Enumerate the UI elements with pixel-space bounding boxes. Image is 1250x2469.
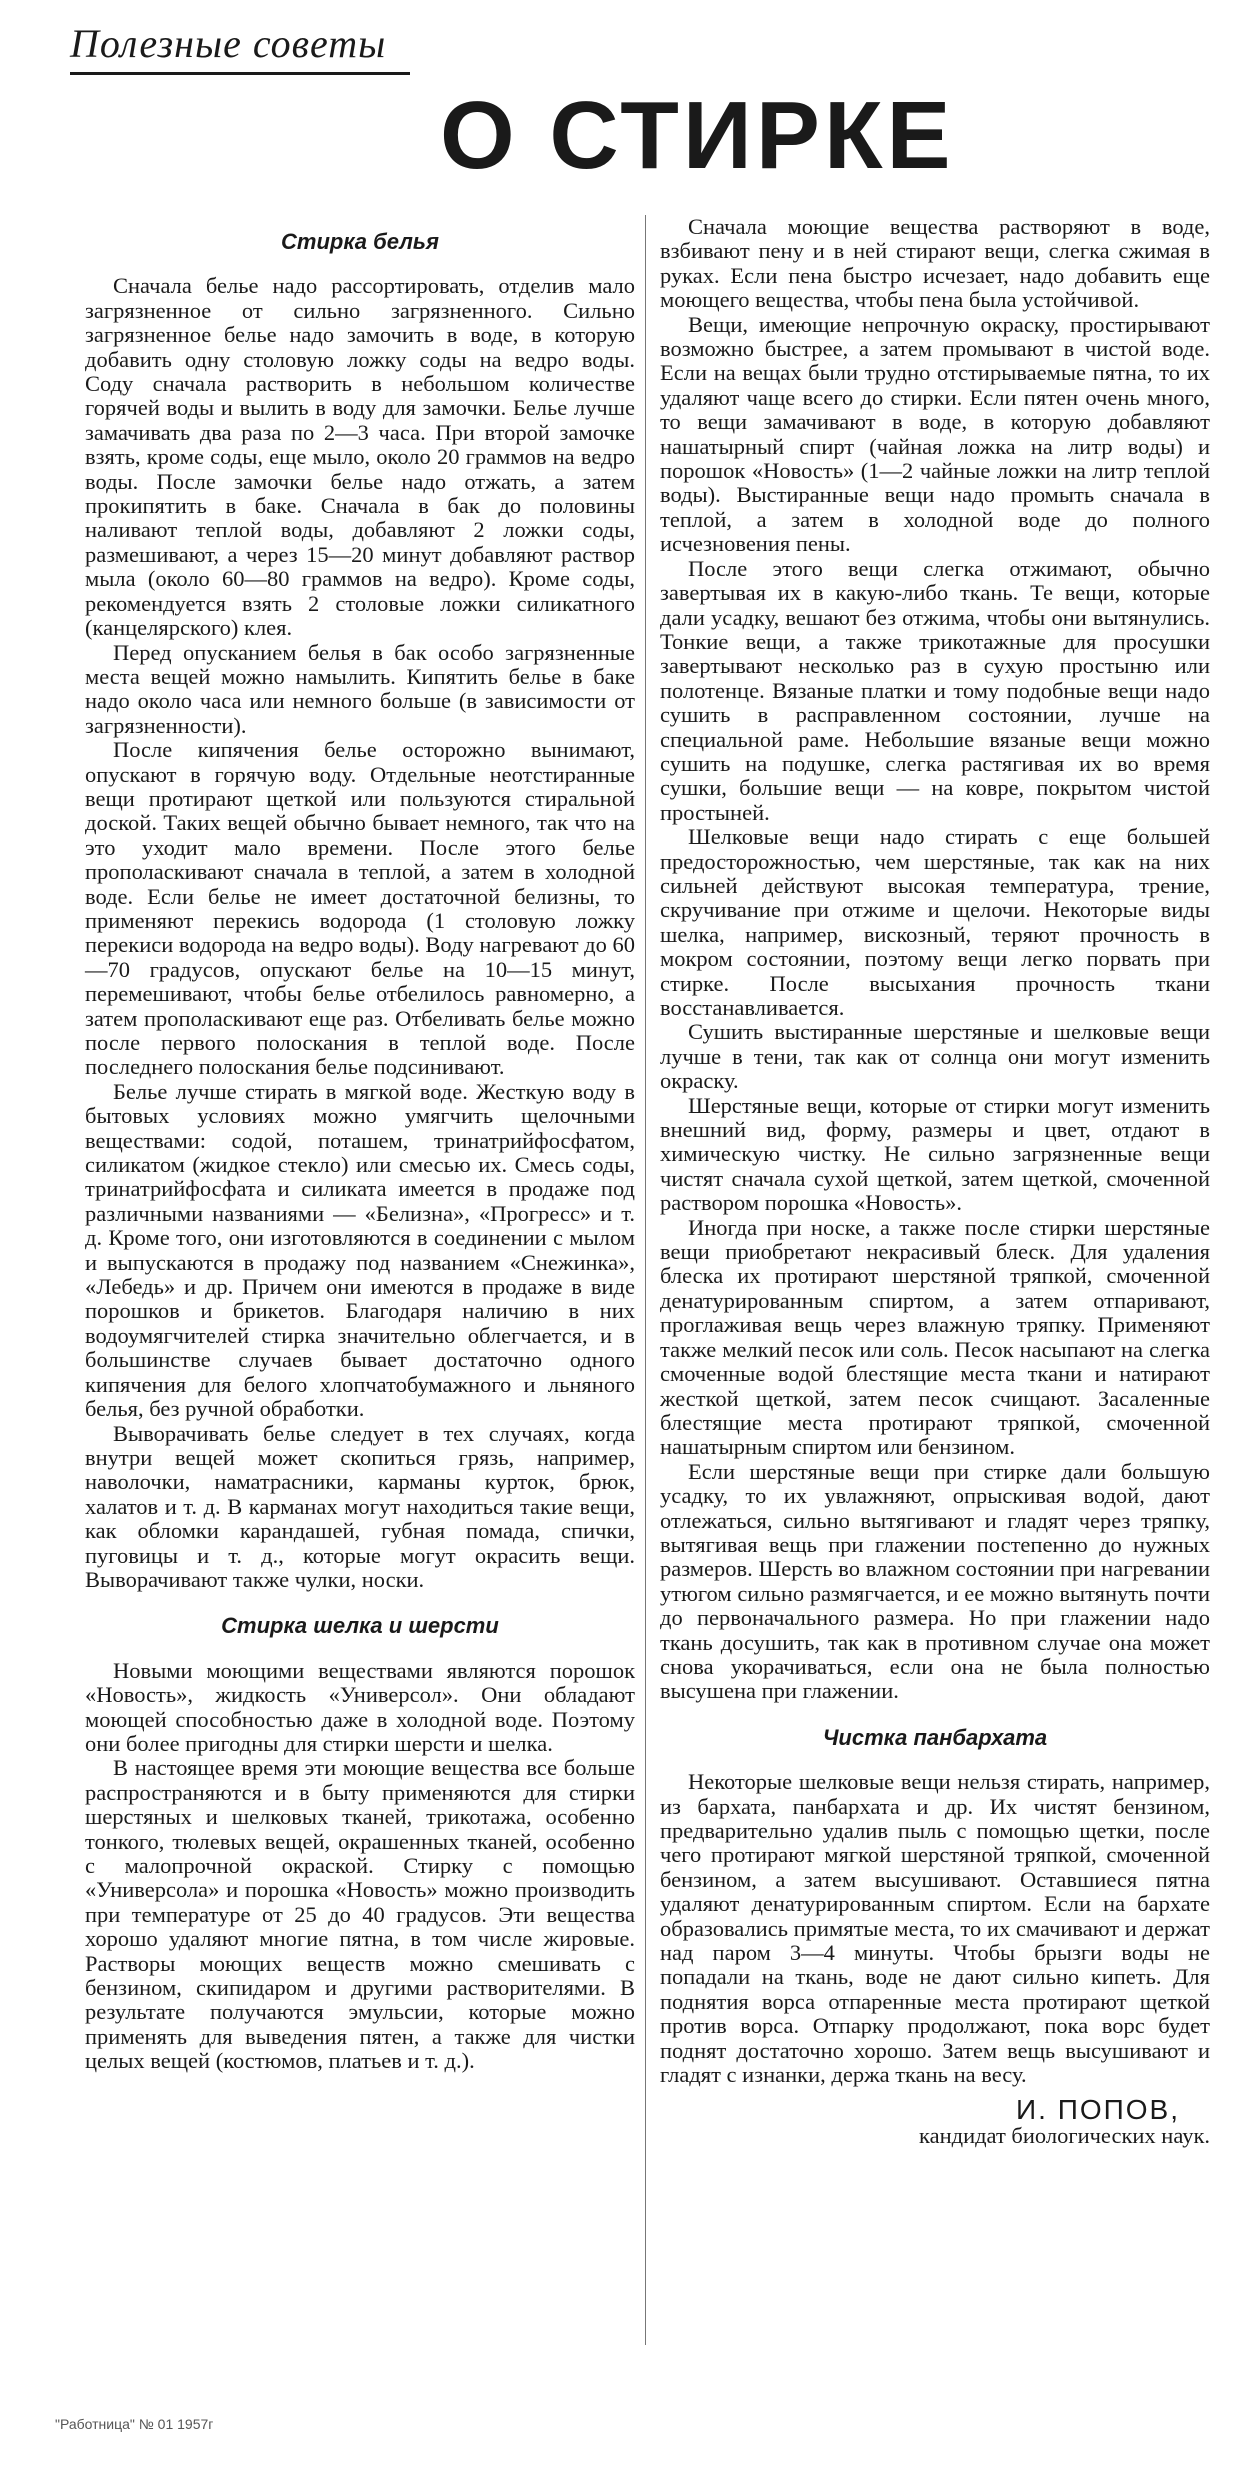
author-title: кандидат биологических наук. bbox=[919, 2123, 1210, 2149]
paragraph: После кипячения белье осторожно вынимают, опускают в горячую воду. Отдельные неотстиранные вещи протирают щеткой или пользуются стиральной доской. Таких вещей обычно бывает немного, так что на это уходит мало времени. После этого белье прополаскивают сначала в теплой, а затем в холодной воде. Если белье не имеет достаточной белизны, то применяют перекись водорода (1 столовую ложку перекиси водорода на ведро воды). Воду нагревают до 60—70 градусов, опускают белье на 10—15 минут, перемешивают, чтобы белье отбелилось равномерно, а затем прополаскивают еще раз. Отбеливать белье можно после первого полоскания в теплой воде. После последнего полоскания белье подсинивают. bbox=[85, 737, 635, 1080]
paragraph: Новыми моющими веществами являются порошок «Новость», жидкость «Универсол». Они обладают моющей способностью даже в холодной воде. Поэтому они более пригодны для стирки шерсти и шелка. bbox=[85, 1657, 635, 1756]
article-title: О СТИРКЕ bbox=[440, 82, 955, 189]
right-column bbox=[660, 215, 1210, 2149]
paragraph: Шелковые вещи надо стирать с еще большей предосторожностью, чем шерстяные, так как на них сильней действуют высокая температура, трение, скручивание при отжиме и щелочи. Некоторые виды шелка, например, вискозный, теряют прочность в мокром состоянии, поэтому вещи легко порвать при стирке. После высыхания прочность ткани восстанавливается. bbox=[660, 824, 1210, 1020]
paragraph: Шерстяные вещи, которые от стирки могут изменить внешний вид, форму, размеры и цвет, отдают в химическую чистку. Не сильно загрязненные вещи чистят сначала сухой щеткой, затем щеткой, смоченной раствором порошка «Новость». bbox=[660, 1092, 1210, 1216]
paragraph: Белье лучше стирать в мягкой воде. Жесткую воду в бытовых условиях можно умягчить щелочными веществами: содой, поташем, тринатрийфосфатом, силикатом (жидкое стекло) или смесью их. Смесь соды, тринатрийфосфата и силиката имеется в продаже под различными названиями — «Белизна», «Прогресс» и т. д. Кроме того, они изготовляются в соединении с мылом и выпускаются в продажу под названием «Снежинка», «Лебедь» и др. Причем они имеются в продаже в виде порошков и брикетов. Благодаря наличию в них водоумягчителей стирка значительно облегчается, и в большинстве случаев бывает достаточно одного кипячения для белого хлопчатобумажного и льняного белья, без ручной обработки. bbox=[85, 1078, 635, 1422]
author-name: И. ПОПОВ, bbox=[1016, 2094, 1180, 2126]
section-heading-silk-wool: Стирка шелка и шерсти bbox=[221, 1613, 499, 1639]
paragraph: Перед опусканием белья в бак особо загрязненные места вещей можно намылить. Кипятить белье в баке надо около часа или немного больше (в зависимости от загрязненности). bbox=[85, 639, 635, 738]
paragraph: Сначала белье надо рассортировать, отделив мало загрязненное от сильно загрязненного. Сильно загрязненное белье надо замочить в воде, в которую добавить одну столовую ложку соды на ведро воды. Соду сначала растворить в небольшом количестве горячей воды и вылить в воду для замочки. Белье лучше замачивать два раза по 2—3 часа. При второй замочке взять, кроме соды, еще мыло, около 20 граммов на ведро воды. После замочки белье надо отжать, а затем прокипятить в баке. Сначала в бак до половины наливают теплой воды, добавляют 2 ложки соды, размешивают, а через 15—20 минут добавляют раствор мыла (около 60—80 граммов на ведро). Кроме соды, рекомендуется взять 2 столовые ложки силикатного (канцелярского) клея. bbox=[85, 273, 635, 641]
left-column bbox=[85, 220, 635, 2074]
column-divider bbox=[645, 215, 646, 2345]
paragraph: Сушить выстиранные шерстяные и шелковые вещи лучше в тени, так как от солнца они могут изменить окраску. bbox=[660, 1019, 1210, 1094]
paragraph: Выворачивать белье следует в тех случаях, когда внутри вещей может скопиться грязь, например, наволочки, наматрасники, карманы курток, брюк, халатов и т. д. В карманах могут находиться такие вещи, как обломки карандашей, губная помада, спички, пуговицы и т. д., которые могут окрасить вещи. Выворачивают также чулки, носки. bbox=[85, 1420, 635, 1592]
signature bbox=[660, 2094, 1210, 2149]
paragraph: В настоящее время эти моющие вещества все больше распространяются и в быту применяются для стирки шерстяных и шелковых тканей, трикотажа, особенно тонкого, тюлевых вещей, окрашенных тканей, особенно с малопрочной окраской. Стирку с помощью «Универсола» и порошка «Новость» можно производить при температуре от 25 до 40 градусов. Эти вещества хорошо удаляют многие пятна, в том числе жировые. Растворы моющих веществ можно смешивать с бензином, скипидаром и другими растворителями. В результате получаются эмульсии, которые можно применять для выведения пятен, а также для чистки целых вещей (костюмов, платьев и т. д.). bbox=[85, 1755, 635, 2074]
paragraph: Вещи, имеющие непрочную окраску, простирывают возможно быстрее, а затем промывают в чистой воде. Если на вещах были трудно отстирываемые пятна, то их удаляют чаще всего до стирки. Если пятен очень много, то вещи замачивают в воде, в которую добавляют нашатырный спирт (чайная ложка на литр воды) и порошок «Новость» (1—2 чайные ложки на литр теплой воды). Выстиранные вещи надо промыть сначала в теплой, а затем в холодной воде до полного исчезновения пены. bbox=[660, 311, 1210, 557]
paragraph: После этого вещи слегка отжимают, обычно завертывая их в какую-либо ткань. Те вещи, которые дали усадку, вешают без отжима, чтобы они вытянулись. Тонкие вещи, а также трикотажные для просушки завертывают несколько раз в сухую простыню или полотенце. Вязаные платки и тому подобные вещи надо сушить в расправленном состоянии, лучше на специальной раме. Небольшие вязаные вещи можно сушить на подушке, слегка растягивая их во время сушки, большие вещи — на ковре, покрытом чистой простыней. bbox=[660, 555, 1210, 825]
paragraph: Если шерстяные вещи при стирке дали большую усадку, то их увлажняют, опрыскивая водой, дают отлежаться, сильно вытягивают и гладят через тряпку, вытягивая вещь при глажении постепенно до нужных размеров. Шерсть во влажном состоянии при нагревании утюгом сильно размягчается, и ее можно вытянуть почти до первоначального размера. Но при глажении надо ткань досушить, так как в противном случае она может снова укорачиваться, если она не была полностью высушена при глажении. bbox=[660, 1458, 1210, 1704]
paragraph: Некоторые шелковые вещи нельзя стирать, например, из бархата, панбархата и др. Их чистят бензином, предварительно удалив пыль с помощью щетки, после чего протирают мягкой шерстяной тряпкой, смоченной бензином, а затем высушивают. Оставшиеся пятна удаляют денатурированным спиртом. Если на бархате образовались примятые места, то их смачивают и держат над паром 3—4 минуты. Чтобы брызги воды не попадали на ткань, воде не дают сильно кипеть. Для поднятия ворса отпаренные места протирают щеткой против ворса. Отпарку продолжают, пока ворс будет поднят достаточно хорошо. Затем вещь высушивают и гладят с изнанки, держа ткань на весу. bbox=[660, 1769, 1210, 2088]
section-heading-velvet: Чистка панбархата bbox=[822, 1724, 1048, 1750]
paragraph: Иногда при носке, а также после стирки шерстяные вещи приобретают некрасивый блеск. Для удаления блеска их протирают шерстяной тряпкой, смоченной денатурированным спиртом, а затем отпаривают, проглаживая вещь через влажную тряпку. Применяют также мелкий песок или соль. Песок насыпают на слегка смоченные водой блестящие места ткани и натирают жесткой щеткой, затем песок счищают. Засаленные блестящие места протирают тряпкой, смоченной нашатырным спиртом или бензином. bbox=[660, 1214, 1210, 1460]
rubric-title: Полезные советы bbox=[70, 21, 387, 66]
section-heading-laundry: Стирка белья bbox=[281, 229, 439, 254]
paragraph: Сначала моющие вещества растворяют в воде, взбивают пену и в ней стирают вещи, слегка сжимая в руках. Если пена быстро исчезает, надо добавить еще моющего вещества, чтобы пена была устойчивой. bbox=[660, 214, 1210, 313]
source-caption: "Работница" № 01 1957г bbox=[55, 2416, 214, 2432]
rubric-underline bbox=[70, 72, 410, 75]
